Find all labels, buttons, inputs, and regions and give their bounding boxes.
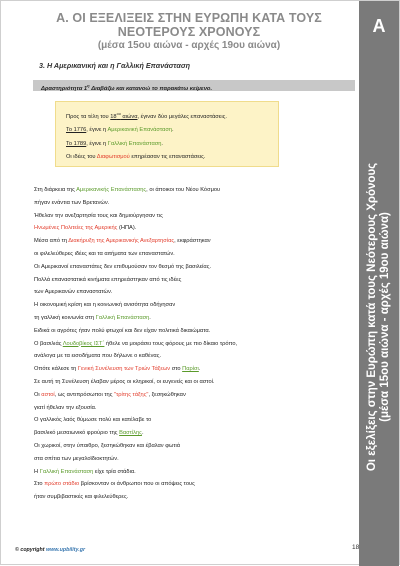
text-line: Η οικονομική κρίση και η κοινωνική ανισότητα οδήγησαν bbox=[34, 302, 176, 309]
summary-line-2: Το 1776, έγινε η Αμερικανική Επανάσταση. bbox=[66, 127, 174, 134]
text-line: γιατί ήθελαν την εξουσία. bbox=[34, 404, 97, 411]
text-line: τη γαλλική κοινωνία στη Γαλλική Επανάσταση. bbox=[34, 314, 151, 321]
text-line: Οι Αμερικανοί επαναστάτες δεν επιθυμούσαν τον θεσμό της βασιλείας. bbox=[34, 263, 212, 270]
text-line: Η Γαλλική Επανάσταση είχε τρία στάδια. bbox=[34, 468, 136, 475]
text-line: Ήθελαν την ανεξαρτησία τους και δημιούργησαν τις bbox=[34, 212, 163, 219]
text-line: στα σπίτια των μεγαλοϊδιοκτητών. bbox=[34, 455, 119, 462]
activity-label-sup: η bbox=[87, 83, 90, 88]
activity-bar bbox=[33, 80, 355, 91]
summary-line-3: Το 1789, έγινε η Γαλλική Επανάσταση. bbox=[66, 140, 164, 147]
summary-box bbox=[55, 101, 279, 167]
activity-instruction: Διαβάζω και κατανοώ το παρακάτω κείμενο. bbox=[91, 85, 213, 92]
summary-line-4: Οι ιδέες του Διαφωτισμού επηρέασαν τις επαναστάσεις. bbox=[66, 154, 206, 161]
website-link[interactable]: www.upbility.gr bbox=[45, 547, 86, 553]
text-line: ήταν συμβιβαστικές και φιλελεύθερες. bbox=[34, 494, 129, 501]
text-line: οι φιλελεύθερες ιδέες και τα αιτήματα των επαναστατών. bbox=[34, 250, 175, 257]
text-line: πήγαν ενάντια των Βρετανών. bbox=[34, 199, 110, 206]
text-line: Στο πρώτο στάδιο βρίσκονταν οι άνθρωποι που οι απόψεις τους bbox=[34, 481, 195, 488]
chapter-letter: A bbox=[359, 1, 399, 51]
page-subtitle: (μέσα 15ου αιώνα - αρχές 19ου αιώνα) bbox=[97, 40, 281, 51]
page-header bbox=[29, 11, 349, 51]
text-line: ανάλογα με τα εισοδήματα που δήλωνε ο καθένας. bbox=[34, 353, 162, 360]
text-line: Μέσα από τη Διακήρυξη της Αμερικανικής Ανεξαρτησίας, εκφράστηκαν bbox=[34, 238, 211, 245]
text-line: Ο βασιλιάς Λουδοβίκος ΙΣΤ΄ ήθελε να μοιράσει τους φόρους με πιο δίκαιο τρόπο, bbox=[34, 340, 238, 347]
text-line: βασιλικό μεσαιωνικό φρούριο της Βαστίλης. bbox=[34, 430, 144, 437]
summary-line-1: Προς τα τέλη του $18^{o\upsilon}$ αιώνα, έγιναν δύο μεγάλες επαναστάσεις. bbox=[66, 112, 227, 120]
text-line: Στη διάρκεια της Αμερικανικής Επανάστασης, οι άποικοι του Νέου Κόσμου bbox=[34, 187, 221, 193]
text-line: των Αμερικανών επαναστατών. bbox=[34, 289, 113, 296]
text-line: Οι χωρικοί, στην ύπαιθρο, ξεσηκώθηκαν και έβαλαν φωτιά bbox=[34, 442, 181, 449]
text-line: Οι αστοί, ως αντιπρόσωποι της "τρίτης τάξης", ξεσηκώθηκαν bbox=[34, 391, 186, 398]
main-text bbox=[34, 184, 356, 504]
text-line: Σε αυτή τη Συνέλευση έλαβαν μέρος οι κληρικοί, οι ευγενείς και οι αστοί. bbox=[34, 378, 215, 385]
text-line: Ειδικά οι αγρότες ήταν πολύ φτωχοί και δεν είχαν πολιτικά δικαιώματα. bbox=[34, 327, 211, 334]
page-title: Α. ΟΙ ΕΞΕΛΙΞΕΙΣ ΣΤΗΝ ΕΥΡΩΠΗ ΚΑΤΑ ΤΟΥΣ ΝΕΟΤΕΡΟΥΣ ΧΡΟΝΟΥΣ bbox=[56, 11, 322, 39]
text-line: Πολλά επαναστατικά κινήματα επηρεάστηκαν από τις ιδέες bbox=[34, 276, 182, 283]
copyright-footer: © copyright www.upbility.gr bbox=[15, 547, 86, 553]
section-title: 3. Η Αμερικανική και η Γαλλική Επανάσταση bbox=[39, 61, 190, 70]
text-line: Οπότε κάλεσε τη Γενική Συνέλευση των Τριών Τάξεων στο Παρίσι. bbox=[34, 366, 201, 373]
sidebar-vertical-title: Οι εξελίξεις στην Ευρώπη κατά τους Νεότερους Χρόνους (μέσα 15ου αιώνα - αρχές 19ου αιώνα) bbox=[366, 162, 391, 472]
chapter-sidebar bbox=[359, 1, 399, 566]
text-line: Ηνωμένες Πολιτείες της Αμερικής (ΗΠΑ). bbox=[34, 225, 137, 232]
text-line: Ο γαλλικός λαός θύμωσε πολύ και κατέλαβε το bbox=[34, 417, 152, 424]
page-number: 18 bbox=[352, 544, 360, 551]
activity-label: Δραστηριότητα 1 bbox=[41, 85, 88, 92]
